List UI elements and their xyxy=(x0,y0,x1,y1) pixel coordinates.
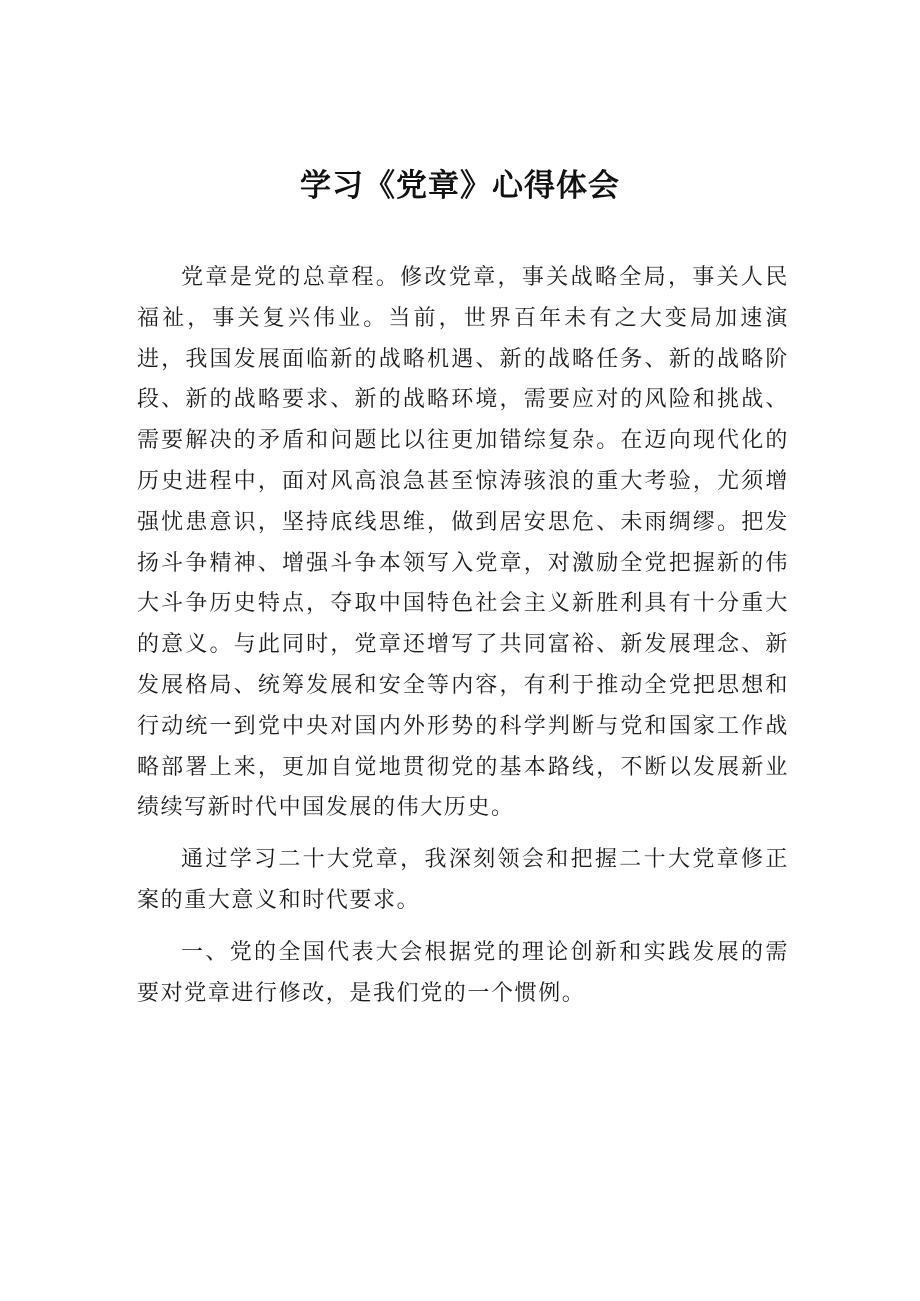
paragraph-3: 一、党的全国代表大会根据党的理论创新和实践发展的需要对党章进行修改，是我们党的一个惯例。 xyxy=(137,939,789,1006)
document-body xyxy=(137,258,789,1014)
document-title: 学习《党章》心得体会 xyxy=(300,168,620,204)
paragraph-2: 通过学习二十大党章，我深刻领会和把握二十大党章修正案的重大意义和时代要求。 xyxy=(137,847,789,913)
paragraph-1: 党章是党的总章程。修改党章，事关战略全局，事关人民福祉，事关复兴伟业。当前，世界百年未有之大变局加速演进，我国发展面临新的战略机遇、新的战略任务、新的战略阶段、新的战略要求、新的战略环境，需要应对的风险和挑战、需要解决的矛盾和问题比以往更加错综复杂。在迈向现代化的历史进程中，面对风高浪急甚至惊涛骇浪的重大考验，尤须增强忧患意识，坚持底线思维，做到居安思危、未雨绸缪。把发扬斗争精神、增强斗争本领写入党章，对激励全党把握新的伟大斗争历史特点，夺取中国特色社会主义新胜利具有十分重大的意义。与此同时，党章还增写了共同富裕、新发展理念、新发展格局、统筹发展和安全等内容，有利于推动全党把思想和行动统一到党中央对国内外形势的科学判断与党和国家工作战略部署上来，更加自觉地贯彻党的基本路线，不断以发展新业绩续写新时代中国发展的伟大历史。 xyxy=(137,265,789,821)
